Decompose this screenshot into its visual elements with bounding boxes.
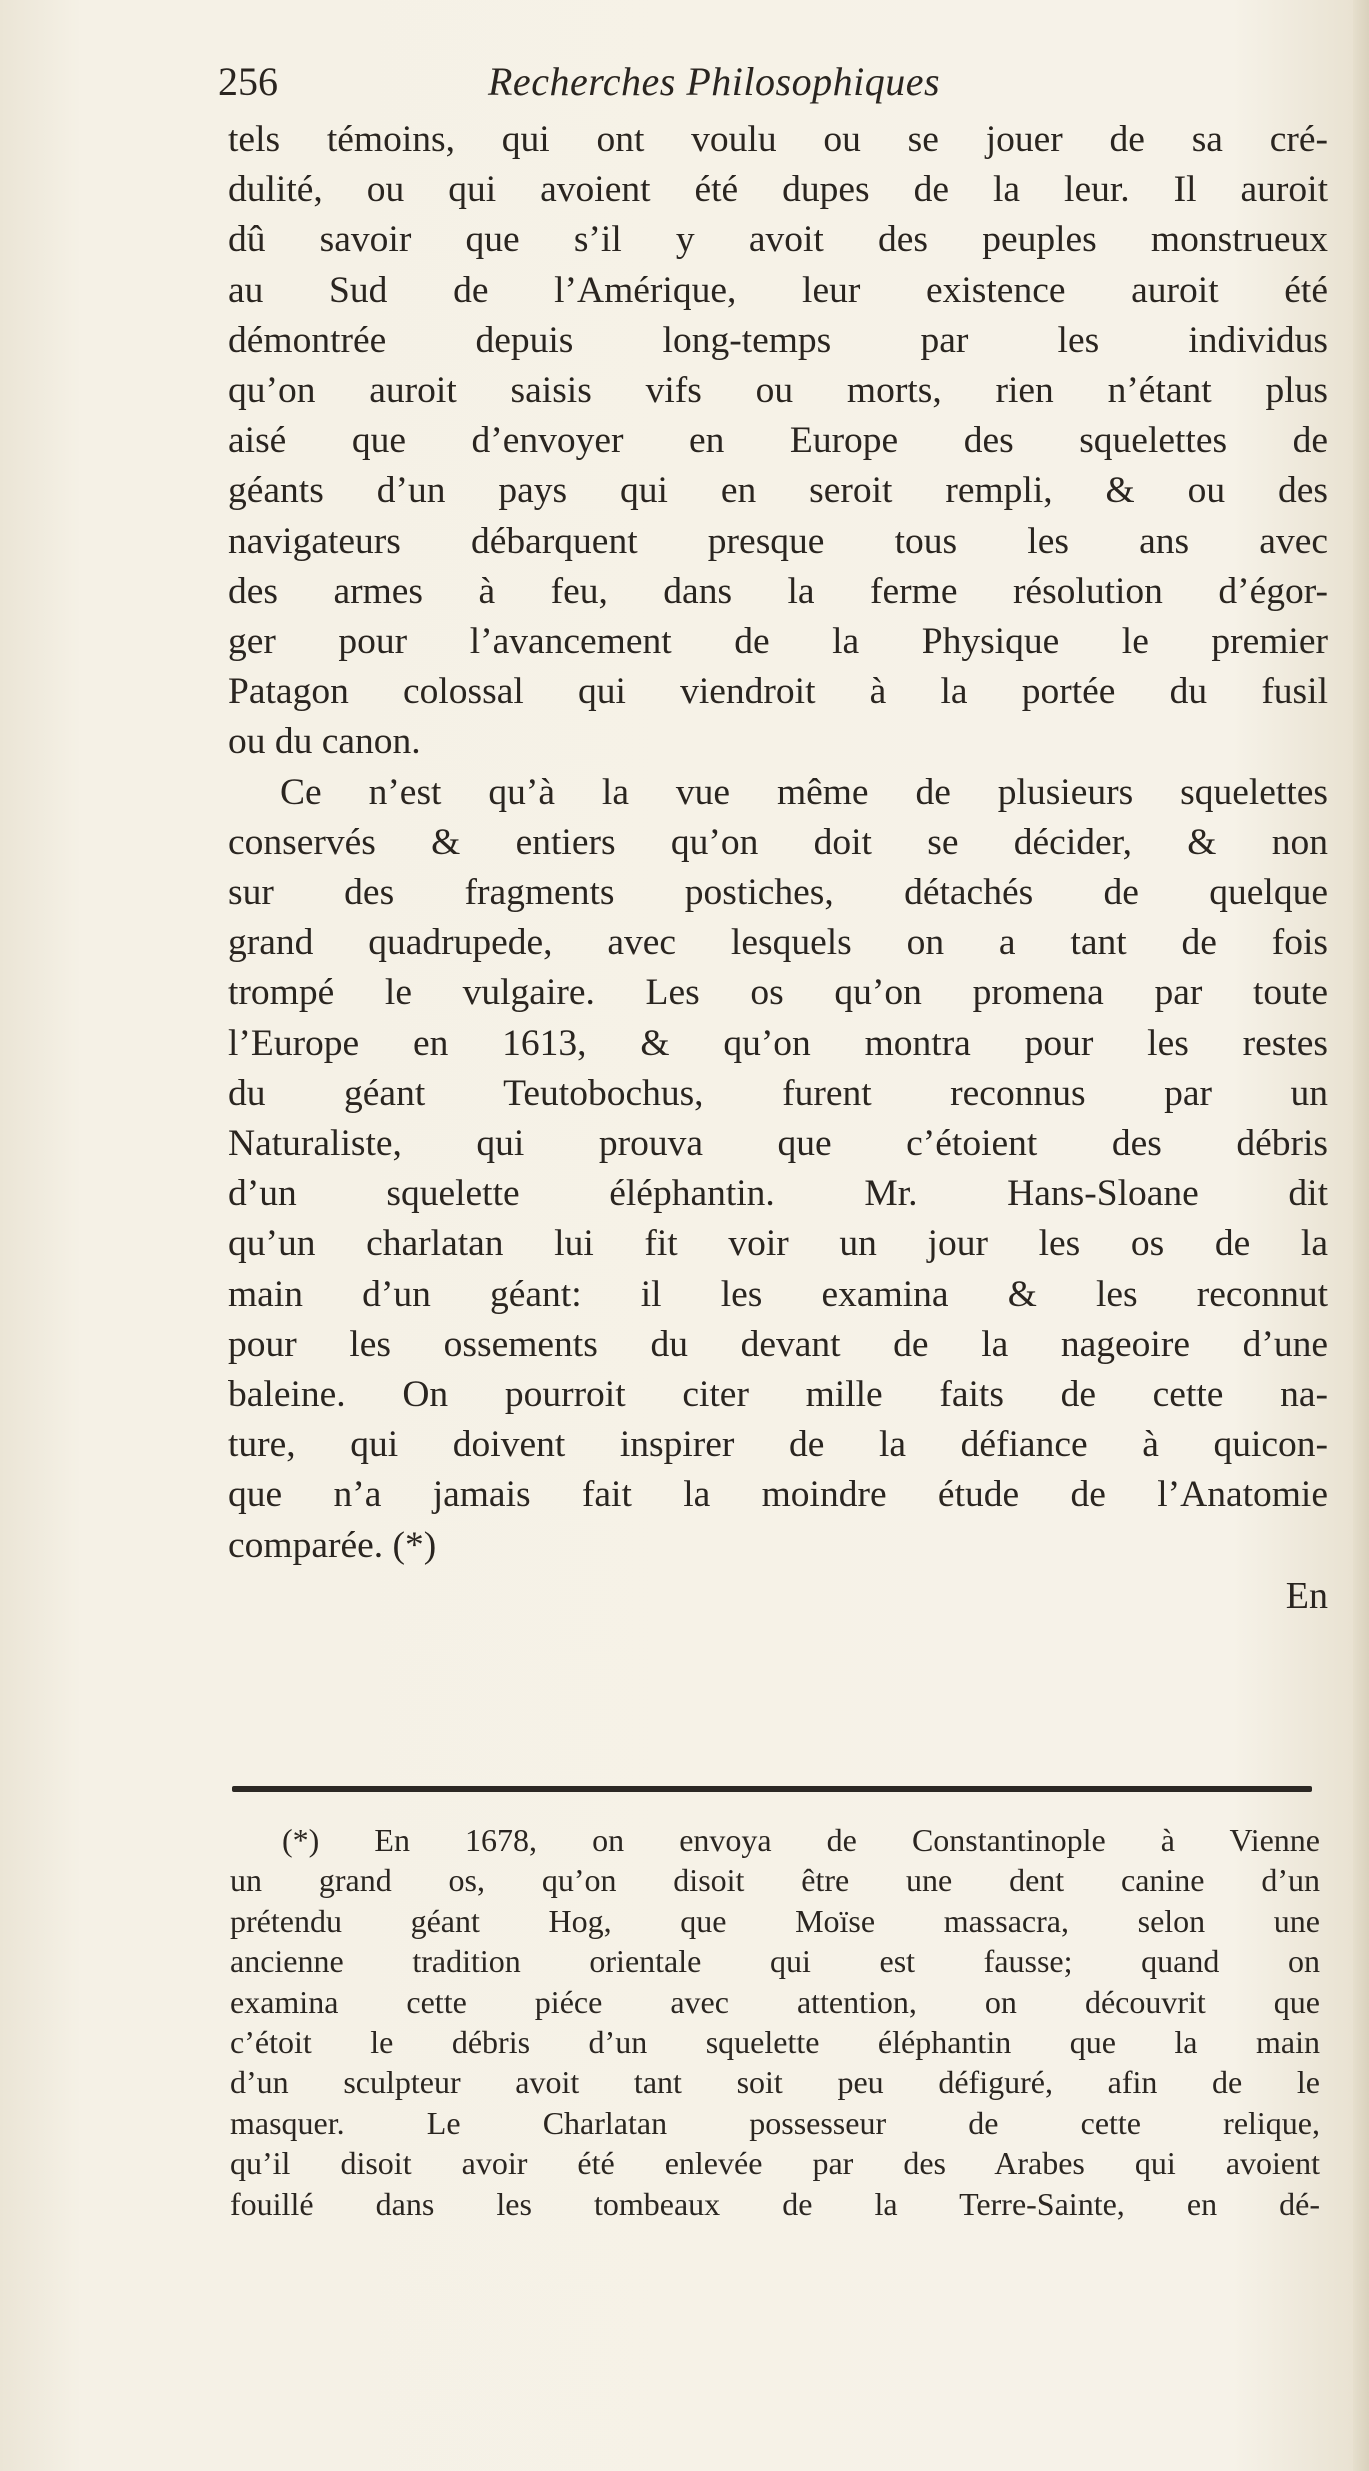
text-line: navigateurs débarquent presque tous les ans avec [228,520,1328,562]
text-line: conservés & entiers qu’on doit se décider, & non [228,821,1328,863]
text-line: pour les ossements du devant de la nageoire d’une [228,1323,1328,1365]
running-title: Recherches Philosophiques [488,59,941,104]
page-number: 256 [218,59,278,104]
text-line: tels témoins, qui ont voulu ou se jouer de sa cré- [228,119,1328,160]
text-line: dû savoir que s’il y avoit des peuples monstrueux [228,219,1328,261]
text-line: sur des fragments postiches, détachés de quelque [228,872,1328,914]
footnote-rule [232,1786,1312,1792]
catchword-row [228,1571,1328,1631]
footnote [230,1820,1320,2224]
text-line: Ce n’est qu’à la vue même de plusieurs squelettes [280,771,1328,813]
catchword: En [1285,1574,1328,1617]
page-header [218,58,1328,118]
text-line: d’un squelette éléphantin. Mr. Hans-Sloane dit [228,1173,1328,1215]
text-line: ture, qui doivent inspirer de la défiance à quicon- [228,1424,1328,1466]
footnote-line: masquer. Le Charlatan possesseur de cette relique, [230,2104,1320,2141]
text-line: démontrée depuis long-temps par les individus [228,319,1328,361]
text-line: qu’on auroit saisis vifs ou morts, rien n’étant plus [228,370,1328,412]
footnote-line: un grand os, qu’on disoit être une dent canine d’un [230,1862,1320,1899]
text-line: Patagon colossal qui viendroit à la portée du fusil [228,671,1328,713]
footnote-line: examina cette piéce avec attention, on découvrit que [230,1983,1320,2020]
text-line: main d’un géant: il les examina & les reconnut [228,1273,1328,1315]
footnote-line: d’un sculpteur avoit tant soit peu défiguré, afin de le [230,2064,1320,2101]
footnote-line: ancienne tradition orientale qui est fausse; quand on [230,1943,1320,1980]
text-line: au Sud de l’Amérique, leur existence auroit été [228,269,1328,311]
text-line: qu’un charlatan lui fit voir un jour les os de la [228,1223,1328,1265]
footnote-line: c’étoit le débris d’un squelette éléphantin que la main [230,2024,1320,2061]
text-line: dulité, ou qui avoient été dupes de la leur. Il auroit [228,169,1328,211]
footnote-line: qu’il disoit avoir été enlevée par des Arabes qui avoient [230,2145,1320,2182]
text-line: baleine. On pourroit citer mille faits de cette na- [228,1374,1328,1416]
text-line: trompé le vulgaire. Les os qu’on promena par toute [228,972,1328,1014]
text-line: ger pour l’avancement de la Physique le premier [228,621,1328,663]
text-line: comparée. (*) [228,1524,437,1566]
footnote-line: prétendu géant Hog, que Moïse massacra, selon une [230,1902,1320,1939]
text-line: grand quadrupede, avec lesquels on a tant de fois [228,922,1328,964]
text-line: Naturaliste, qui prouva que c’étoient des débris [228,1123,1328,1165]
paragraph-2 [228,768,1328,1571]
paragraph-1 [228,115,1328,768]
footnote-line: fouillé dans les tombeaux de la Terre-Sainte, en dé- [230,2185,1320,2222]
main-text [228,115,1328,1631]
text-line: ou du canon. [228,721,421,763]
text-line: du géant Teutobochus, furent reconnus par un [228,1072,1328,1114]
text-line: que n’a jamais fait la moindre étude de l’Anatomie [228,1474,1328,1516]
text-line: l’Europe en 1613, & qu’on montra pour les restes [228,1022,1328,1064]
footnote-line: (*) En 1678, on envoya de Constantinople à Vienne [282,1822,1320,1858]
text-line: aisé que d’envoyer en Europe des squelettes de [228,420,1328,462]
text-line: géants d’un pays qui en seroit rempli, & ou des [228,470,1328,512]
page-edge [1353,0,1369,2471]
text-line: des armes à feu, dans la ferme résolution d’égor- [228,570,1328,612]
